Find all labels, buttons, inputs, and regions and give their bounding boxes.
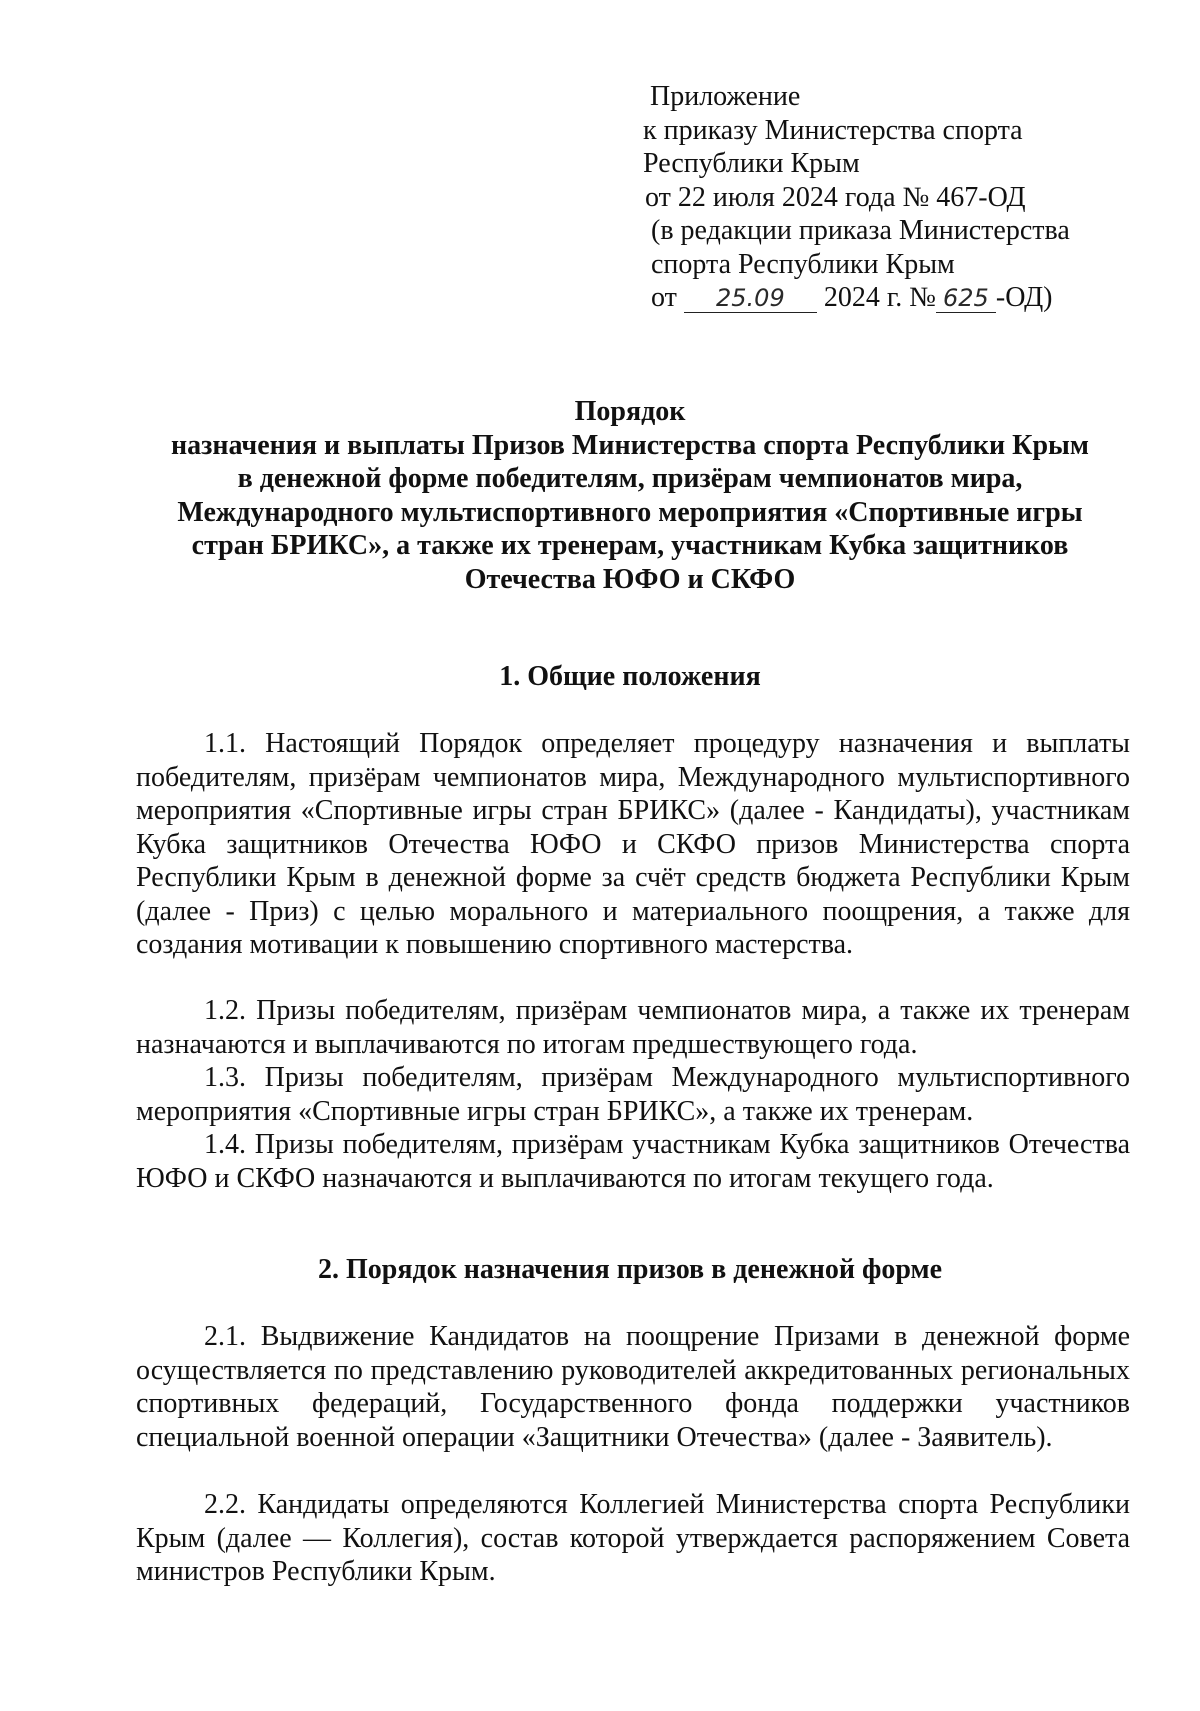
- document-title: [120, 395, 1140, 596]
- handwritten-number: 625: [936, 282, 996, 316]
- paragraph-1-1: 1.1. Настоящий Порядок определяет процедуру назначения и выплаты победителям, призёрам чемпионатов мира, Международного мультиспортивного мероприятия «Спортивные игры стран БРИКС» (далее - Кандидаты), участникам Кубка защитников Отечества ЮФО и СКФО призов Министерства спорта Республики Крым в денежной форме за счёт средств бюджета Республики Крым (далее - Приз) с целью морального и материального поощрения, а также для создания мотивации к повышению спортивного мастерства.: [136, 728, 1130, 960]
- appendix-line-2: к приказу Министерства спорта: [643, 114, 1023, 146]
- paragraph-1-4: 1.4. Призы победителям, призёрам участникам Кубка защитников Отечества ЮФО и СКФО назначаются и выплачиваются по итогам текущего года.: [136, 1129, 1130, 1194]
- handwritten-date: 25.09: [684, 282, 817, 316]
- title-line-3: в денежной форме победителям, призёрам чемпионатов мира,: [237, 463, 1023, 494]
- appendix-line-6: спорта Республики Крым: [651, 248, 955, 280]
- appendix-line-7-middle: 2024 г. №: [823, 282, 936, 313]
- title-line-2: назначения и выплаты Призов Министерства спорта Республики Крым: [171, 429, 1089, 461]
- appendix-line-4: от 22 июля 2024 года № 467-ОД: [645, 181, 1026, 213]
- appendix-header: [643, 80, 1163, 316]
- paragraph-1-2: 1.2. Призы победителям, призёрам чемпионатов мира, а также их тренерам назначаются и выплачиваются по итогам предшествующего года.: [136, 995, 1130, 1060]
- paragraph-2-2: 2.2. Кандидаты определяются Коллегией Министерства спорта Республики Крым (далее — Коллегия), состав которой утверждается распоряжением Совета министров Республики Крым.: [136, 1489, 1130, 1587]
- appendix-line-7: [643, 281, 1163, 316]
- appendix-line-7-suffix: -ОД): [995, 282, 1053, 313]
- section-2-heading: 2. Порядок назначения призов в денежной форме: [317, 1254, 943, 1285]
- appendix-line-3: Республики Крым: [643, 148, 860, 179]
- title-line-1: Порядок: [574, 396, 686, 427]
- section-1-heading: 1. Общие положения: [499, 661, 761, 692]
- paragraph-2-1: 2.1. Выдвижение Кандидатов на поощрение Призами в денежной форме осуществляется по представлению руководителей аккредитованных региональных спортивных федераций, Государственного фонда поддержки участников специальной военной операции «Защитники Отечества» (далее - Заявитель).: [136, 1321, 1130, 1453]
- title-line-5: стран БРИКС», а также их тренерам, участникам Кубка защитников: [191, 530, 1069, 561]
- title-line-4: Международного мультиспортивного мероприятия «Спортивные игры: [177, 496, 1083, 528]
- paragraph-1-3: 1.3. Призы победителям, призёрам Международного мультиспортивного мероприятия «Спортивные игры стран БРИКС», а также их тренерам.: [136, 1062, 1130, 1127]
- appendix-line-1: Приложение: [650, 81, 801, 112]
- title-line-6: Отечества ЮФО и СКФО: [464, 563, 796, 595]
- appendix-line-7-prefix: от: [651, 282, 677, 313]
- appendix-line-5: (в редакции приказа Министерства: [651, 215, 1070, 246]
